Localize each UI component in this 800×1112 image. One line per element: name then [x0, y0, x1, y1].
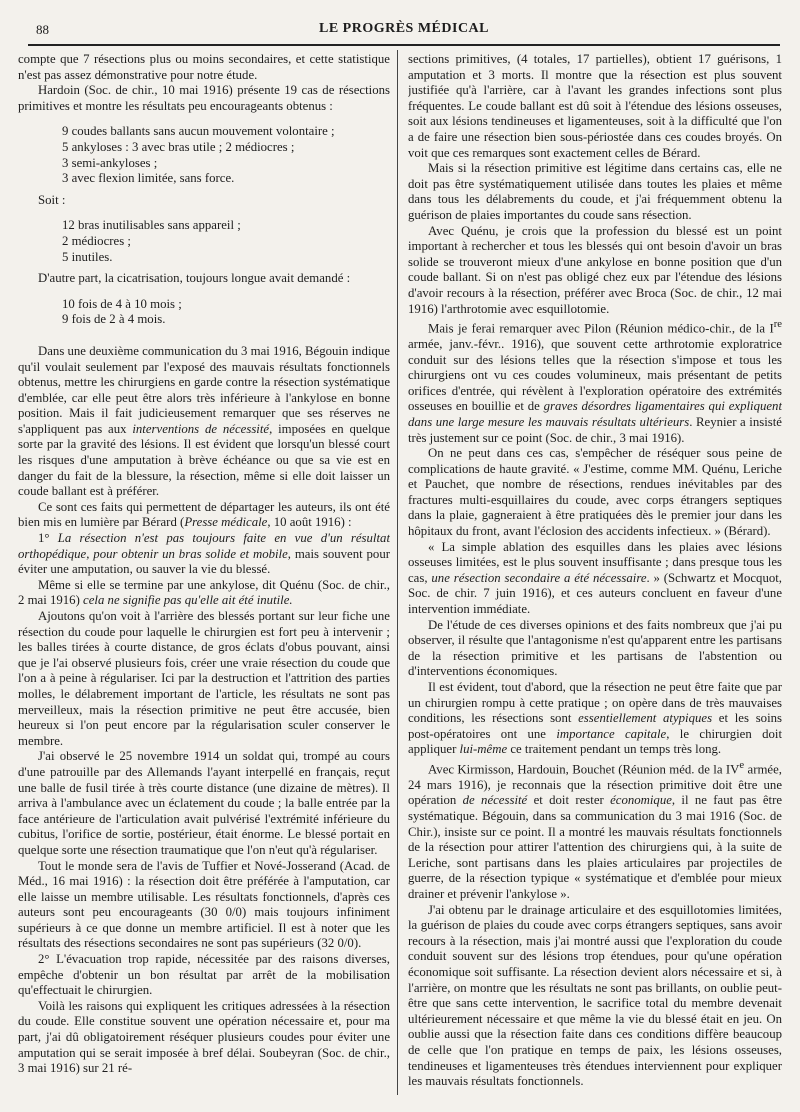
list-item: 9 fois de 2 à 4 mois.	[62, 312, 166, 327]
list-item: 5 inutiles.	[62, 249, 113, 264]
paragraph: Mais je ferai remarquer avec Pilon (Réunion médico-chir., de la Ire armée, janv.-févr.. 1916), que souvent cette arthrotomie exploratrice conduit sur des lésions telles que la résection s'impose et tous les chirurgiens ont vu ces coudes volumineux, mais présentant de petits orifices d'entrée, qui révèlent à l'exploration opératoire des extrémités osseuses en bouillie et de graves désordres ligamentaires qui expliquent dans une large mesure les mauvais résultats ultérieurs. Reynier a insisté très justement sur ce point (Soc. de chir., 3 mai 1916).	[408, 319, 782, 445]
paragraph: Hardoin (Soc. de chir., 10 mai 1916) présente 19 cas de résections primitives et montre les résultats peu encourageants obtenus :	[18, 83, 390, 113]
results-list	[62, 218, 390, 265]
list-item: 12 bras inutilisables sans appareil ;	[62, 218, 241, 233]
right-column	[408, 52, 782, 1090]
list-item: 2 médiocres ;	[62, 233, 131, 248]
results-list	[62, 124, 390, 186]
column-divider	[397, 50, 398, 1095]
paragraph: 2° L'évacuation trop rapide, nécessitée par des raisons diverses, empêche d'obtenir un bon résultat par arrêt de la mobilisation qu'effectuait le chirurgien.	[18, 952, 390, 998]
page-number: 88	[36, 22, 49, 37]
left-column	[18, 52, 390, 1077]
paragraph: Il est évident, tout d'abord, que la résection ne peut être faite que par un chirurgien rompu à cette pratique ; on opère dans de très mauvaises conditions, les résections sont essentiellement atypiques et les soins post-opératoires ont une importance capitale, le chirurgien doit appliquer lui-même ce traitement pendant un temps très long.	[408, 680, 782, 757]
paragraph: sections primitives, (4 totales, 17 partielles), obtient 17 guérisons, 1 amputation et 3 morts. Il montre que la résection est plus souvent justifiée qu'à l'arrière, car à l'avant les grandes infections sont plus fréquentes. Le coude ballant est dû soit à l'étendue des lésions osseuses, soit aux lésions tendineuses et ligamenteuses, soit à la difficulté que l'on a de faire une résection bien sous-périostée dans ces coudes broyés. On voit que ces remarques sont exactement celles de Bérard.	[408, 52, 782, 160]
paragraph: Ajoutons qu'on voit à l'arrière des blessés portant sur leur fiche une résection du coude pour laquelle le chirurgien est fort peu à intervenir ; les balles tirées à courte distance, de gros éclats d'obus pouvant, ainsi que je l'ai observé plusieurs fois, créer une vraie résection du coude que l'on a à peine à régulariser. Ici par la destruction et l'attrition des parties molles, le délabrement important de l'article, les résultats ne sont pas merveilleux, mais la résection primitive ne peut être accusée, bien heureux si l'on peut encore par la régularisation sculer conserver le membre.	[18, 609, 390, 748]
paragraph: J'ai observé le 25 novembre 1914 un soldat qui, trompé au cours d'une patrouille par des Allemands l'ayant interpellé en français, reçut une balle de fusil tirée à très courte distance (une dizaine de mètres). Il arriva à l'ambulance avec un éclatement du coude ; la balle entrée par la face antérieure de l'articulation avait pulvérisé l'extrémité inférieure du cubitus, l'orifice de sortie, postérieur, était énorme. Le blessé portait en quelque sorte une résection traumatique que l'on n'eut qu'à régulariser.	[18, 749, 390, 857]
paragraph: De l'étude de ces diverses opinions et des faits nombreux que j'ai pu observer, il résulte que l'antagonisme n'est qu'apparent entre les partisans de la résection primitive et les partisans de l'abstention ou d'interventions économiques.	[408, 617, 782, 679]
paragraph: 1° La résection n'est pas toujours faite en vue d'un résultat orthopédique, pour obtenir un bras solide et mobile, mais souvent pour éviter une amputation, ou sauver la vie du blessé.	[18, 531, 390, 577]
paragraph: Voilà les raisons qui expliquent les critiques adressées à la résection du coude. Elle constitue souvent une opération nécessaire et, pour ma part, j'ai dû obligatoirement réséquer plusieurs coudes pour éviter une amputation qui se serait imposée à bref délai. Soubeyran (Soc. de chir., 3 mai 1916) sur 21 ré-	[18, 998, 390, 1076]
paragraph: D'autre part, la cicatrisation, toujours longue avait demandé :	[38, 271, 351, 286]
paragraph: Mais si la résection primitive est légitime dans certains cas, elle ne doit pas être systématiquement utilisée dans toutes les plaies et même dans tous les délabrements du coude, et j'ai fréquemment obtenu la guérison de plaies importantes du coude sans résection.	[408, 161, 782, 222]
paragraph: Avec Kirmisson, Hardouin, Bouchet (Réunion méd. de la IVe armée, 24 mars 1916), je reconnais que la résection primitive doit être une opération de nécessité et doit rester économique, il ne faut pas être systématique. Bégouin, dans sa communication du 3 mai 1916 (Soc. de Chir.), insiste sur ce point. Il a montré les mauvais résultats fonctionnels de la résection pour attirer l'attention des chirurgiens qui, à la suite de Leriche, sont partisans dans les plaies articulaires par projectiles de guerre, de la résection typique « systématique et d'emblée pour mieux drainer et prévenir l'ankylose ».	[408, 759, 782, 901]
paragraph: Soit :	[38, 192, 66, 207]
paragraph: Tout le monde sera de l'avis de Tuffier et Nové-Josserand (Acad. de Méd., 16 mai 1916) : la résection doit être préférée à l'amputation, car elle laisse un membre utilisable. Les résultats fonctionnels, d'après ces auteurs sont peu encourageants (30 0/0) mais toujours infiniment supérieurs à ce que donne un membre artificiel. Il est à noter que les résultats des résections secondaires ne sont pas supérieurs (32 0/0).	[18, 858, 390, 951]
journal-title: LE PROGRÈS MÉDICAL	[318, 21, 490, 36]
results-list	[62, 297, 390, 328]
running-header	[28, 18, 780, 40]
paragraph: J'ai obtenu par le drainage articulaire et des esquillotomies limitées, la guérison de plaies du coude avec corps étrangers septiques, sans avoir recours à la résection, mais j'ai montré aussi que l'exploration du coude conduit souvent sur des lésions trop étendues, pour qu'une opération économique soit suffisante. La résection devient alors nécessaire et si, à l'arrière, on montre que les résultats ne sont pas brillants, on oublie peut-être que sans cette intervention, le sacrifice total du membre devenait ultérieurement nécessaire et que même la vie du blessé était en jeu. On oublie aussi que la résection faite dans ces conditions diffère beaucoup de celle que l'on pratique en temps de paix, les lésions osseuses, tendineuses et ligamenteuses très étendues interviennent pour expliquer les mauvais résultats fonctionnels.	[408, 902, 782, 1089]
paragraph: Dans une deuxième communication du 3 mai 1916, Bégouin indique qu'il voulait seulement par l'exposé des mauvais résultats fonctionnels obtenus, mettre les chirurgiens en garde contre la résection systématique d'emblée, car elle peut être alors très inférieure à l'ankylose en bonne position. Mais il fait judicieusement remarquer que ses réserves ne s'appliquent pas aux interventions de nécessité, imposées en quelque sorte par la gravité des lésions. Il est évident que lorsqu'un blessé court les risques d'une amputation à brève échéance ou que sa vie est en danger du fait de la blessure, la résection, même si elle doit laisser un coude ballant est à préférer.	[18, 343, 390, 499]
paragraph: compte que 7 résections plus ou moins secondaires, et cette statistique n'est pas assez démonstrative pour notre étude.	[18, 52, 390, 82]
paragraph: « La simple ablation des esquilles dans les plaies avec lésions osseuses limitées, est le plus souvent insuffisante ; dans presque tous les cas, une résection secondaire a été nécessaire. » (Schwartz et Mocquot, Soc. de chir. 7 juin 1916), et ces auteurs concluent en faveur d'une intervention immédiate.	[408, 539, 782, 617]
list-item: 3 avec flexion limitée, sans force.	[62, 171, 235, 186]
paragraph: Avec Quénu, je crois que la profession du blessé est un point important à rechercher et tous les blessés qui ont besoin d'avoir un bras solide se trouveront mieux d'une ankylose en bonne position que d'un coude ballant. Si on n'est pas obligé chez eux par l'étendue des lésions d'avoir recours à la résection, préférer avec Broca (Soc. de chir., 12 mai 1916) l'arthrotomie avec esquillotomie.	[408, 223, 782, 316]
paragraph: On ne peut dans ces cas, s'empêcher de réséquer sous peine de complications de haute gravité. « J'estime, comme MM. Quénu, Leriche et Pauchet, que nombre de résections, rendues inévitables par des fractures multi-esquillaires du coude, avec corps étrangers septiques dans la plaie, gagneraient à être pratiquées dès le premier jour dans les hôpitaux du front, avant l'éclosion des accidents infectieux. » (Bérard).	[408, 446, 782, 539]
header-rule	[28, 44, 780, 46]
list-item: 3 semi-ankyloses ;	[62, 155, 158, 170]
list-item: 10 fois de 4 à 10 mois ;	[62, 296, 182, 311]
list-item: 5 ankyloses : 3 avec bras utile ; 2 médiocres ;	[62, 139, 295, 154]
list-item: 9 coudes ballants sans aucun mouvement volontaire ;	[62, 124, 335, 139]
paragraph: Ce sont ces faits qui permettent de départager les auteurs, ils ont été bien mis en lumière par Bérard (Presse médicale, 10 août 1916) :	[18, 499, 390, 530]
paragraph: Même si elle se termine par une ankylose, dit Quénu (Soc. de chir., 2 mai 1916) cela ne signifie pas qu'elle ait été inutile.	[18, 577, 390, 608]
